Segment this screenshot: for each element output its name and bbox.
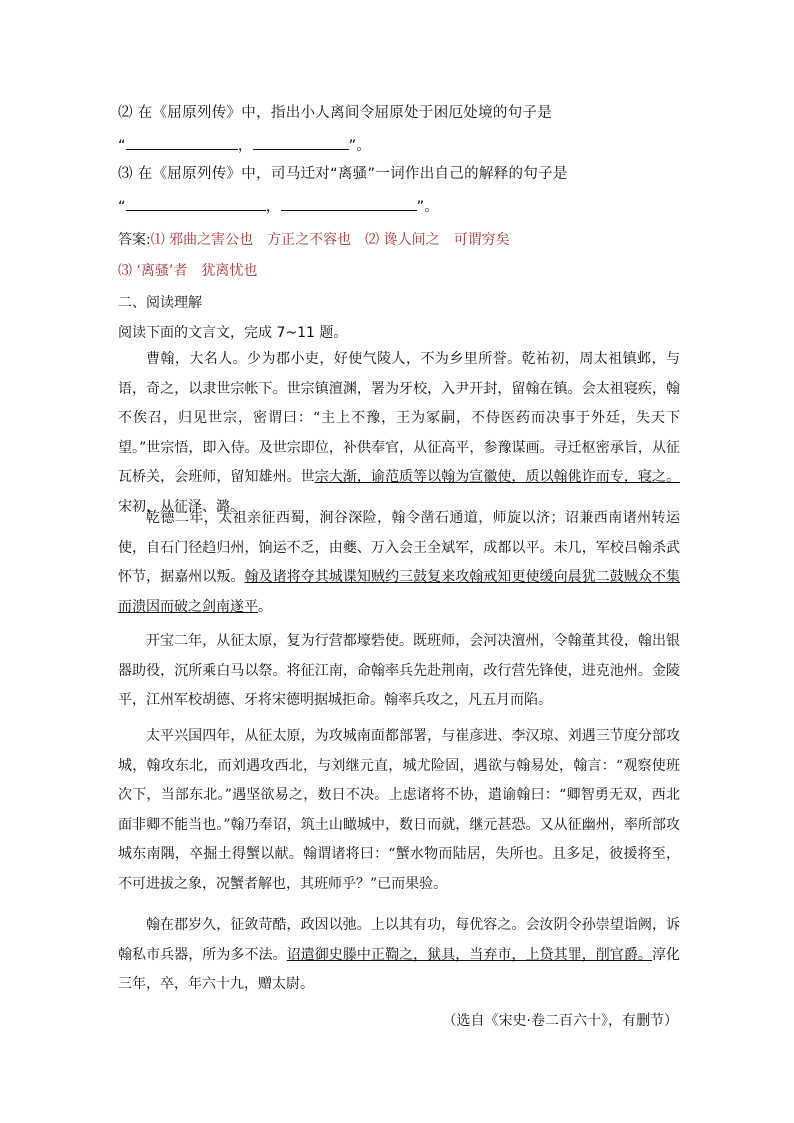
underlined-sentence: 翰及诸将夺其城谍知贼约三鼓复来攻翰戒知更使缓向晨犹二鼓贼众不集而溃因而破之剑南遂平	[118, 569, 681, 615]
source-citation: （选自《宋史·卷二百六十》，有删节）	[442, 1013, 678, 1029]
answer-label: 答案:	[118, 232, 151, 248]
underlined-sentence: 宗大渐，谕范质等以翰为宣徽使，质以翰佻诈而专，寝之。	[314, 469, 680, 486]
underlined-sentence: 诏遣御史滕中正鞫之，狱具，当弃市，上贷其罪，削官爵。	[286, 946, 652, 963]
answer-blank[interactable]	[281, 196, 417, 211]
passage-paragraph-5: 翰在郡岁久，征敛苛酷，政因以弛。上以其有功，每优容之。会汝阴令孙崇望诣阙，诉翰私市兵器，所为多不法。诏遣御史滕中正鞫之，狱具，当弃市，上贷其罪，削官爵。淳化三年，卒，年六十九，赠太尉。	[118, 917, 681, 993]
answer-blank[interactable]	[253, 135, 349, 150]
answer-blank[interactable]	[126, 135, 238, 150]
passage-paragraph-2: 乾德二年，太祖亲征西蜀，涧谷深险，翰令凿石通道，师旋以济；诏兼西南诸州转运使，自石门径趋归州，饷运不乏，由夔、万入会王全斌军，成都以平。未几，军校吕翰杀武怀节，据嘉州以叛。翰及诸将夺其城谍知贼约三鼓复来攻翰戒知更使缓向晨犹二鼓贼众不集而溃因而破之剑南遂平。	[118, 510, 681, 615]
passage-paragraph-4: 太平兴国四年，从征太原，为攻城南面都部署，与崔彦进、李汉琼、刘遇三节度分部攻城，翰攻东北，而刘遇攻西北，与刘继元直，城尤险固，遇欲与翰易处，翰言：“观察使班次下，当部东北。”遇坚欲易之，数日不决。上虑诸将不协，遣谕翰曰：“卿智勇无双，西北面非卿不能当也。”翰乃奉诏，筑土山瞰城中，数日而就，继元甚恐。又从征幽州，率所部攻城东南隅，卒掘土得蟹以献。翰谓诸将曰：“蟹水物而陆居，失所也。且多足，彼援将至，不可进拔之象，况蟹者解也，其班师乎？”已而果验。	[118, 728, 680, 892]
passage-paragraph-3: 开宝二年，从征太原，复为行营都壕砦使。既班师，会河决澶州，令翰董其役，翰出银器助役，沉所乘白马以祭。将征江南，命翰率兵先赴荆南，改行营先锋使，进克池州。金陵平，江州军校胡德、牙将宋德明据城拒命。翰率兵攻之，凡五月而陷。	[118, 633, 680, 709]
answer-blank[interactable]	[126, 196, 266, 211]
question-2: ⑵ 在《屈原列传》中，指出小人离间令屈原处于困厄处境的句子是 “ ， ”。	[118, 105, 553, 154]
answer-text-2: ⑶ ‘离骚’者 犹离忧也	[118, 263, 258, 279]
answer-text-1: ⑴ 邪曲之害公也 方正之不容也 ⑵ 谗人间之 可谓穷矣	[150, 232, 510, 248]
passage-paragraph-1: 曹翰，大名人。少为郡小吏，好使气陵人，不为乡里所誉。乾祐初，周太祖镇邺，与语，奇之，以隶世宗帐下。世宗镇澶渊，署为牙校，入尹开封，留翰在镇。会太祖寝疾，翰不俟召，归见世宗，密谓曰：“主上不豫，王为冢嗣，不侍医药而决事于外廷，失天下望。”世宗悟，即入侍。及世宗即位，补供奉官，从征高平，参豫谋画。寻迁枢密承旨，从征瓦桥关，会班师，留知雄州。世宗大渐，谕范质等以翰为宣徽使，质以翰佻诈而专，寝之。宋初，从征泽、潞。	[118, 351, 680, 515]
answer-line-2	[118, 260, 257, 280]
instruction: 阅读下面的文言文，完成 7~11 题。	[118, 325, 348, 341]
question-3-text: ⑶ 在《屈原列传》中，司马迁对“离骚”一词作出自己的解释的句子是	[118, 166, 568, 182]
question-2-text: ⑵ 在《屈原列传》中，指出小人离间令屈原处于困厄处境的句子是	[118, 105, 553, 121]
section-title: 二、阅读理解	[118, 295, 202, 311]
answer-line-1	[118, 229, 510, 249]
question-3: ⑶ 在《屈原列传》中，司马迁对“离骚”一词作出自己的解释的句子是 “ ， ”。	[118, 166, 568, 215]
